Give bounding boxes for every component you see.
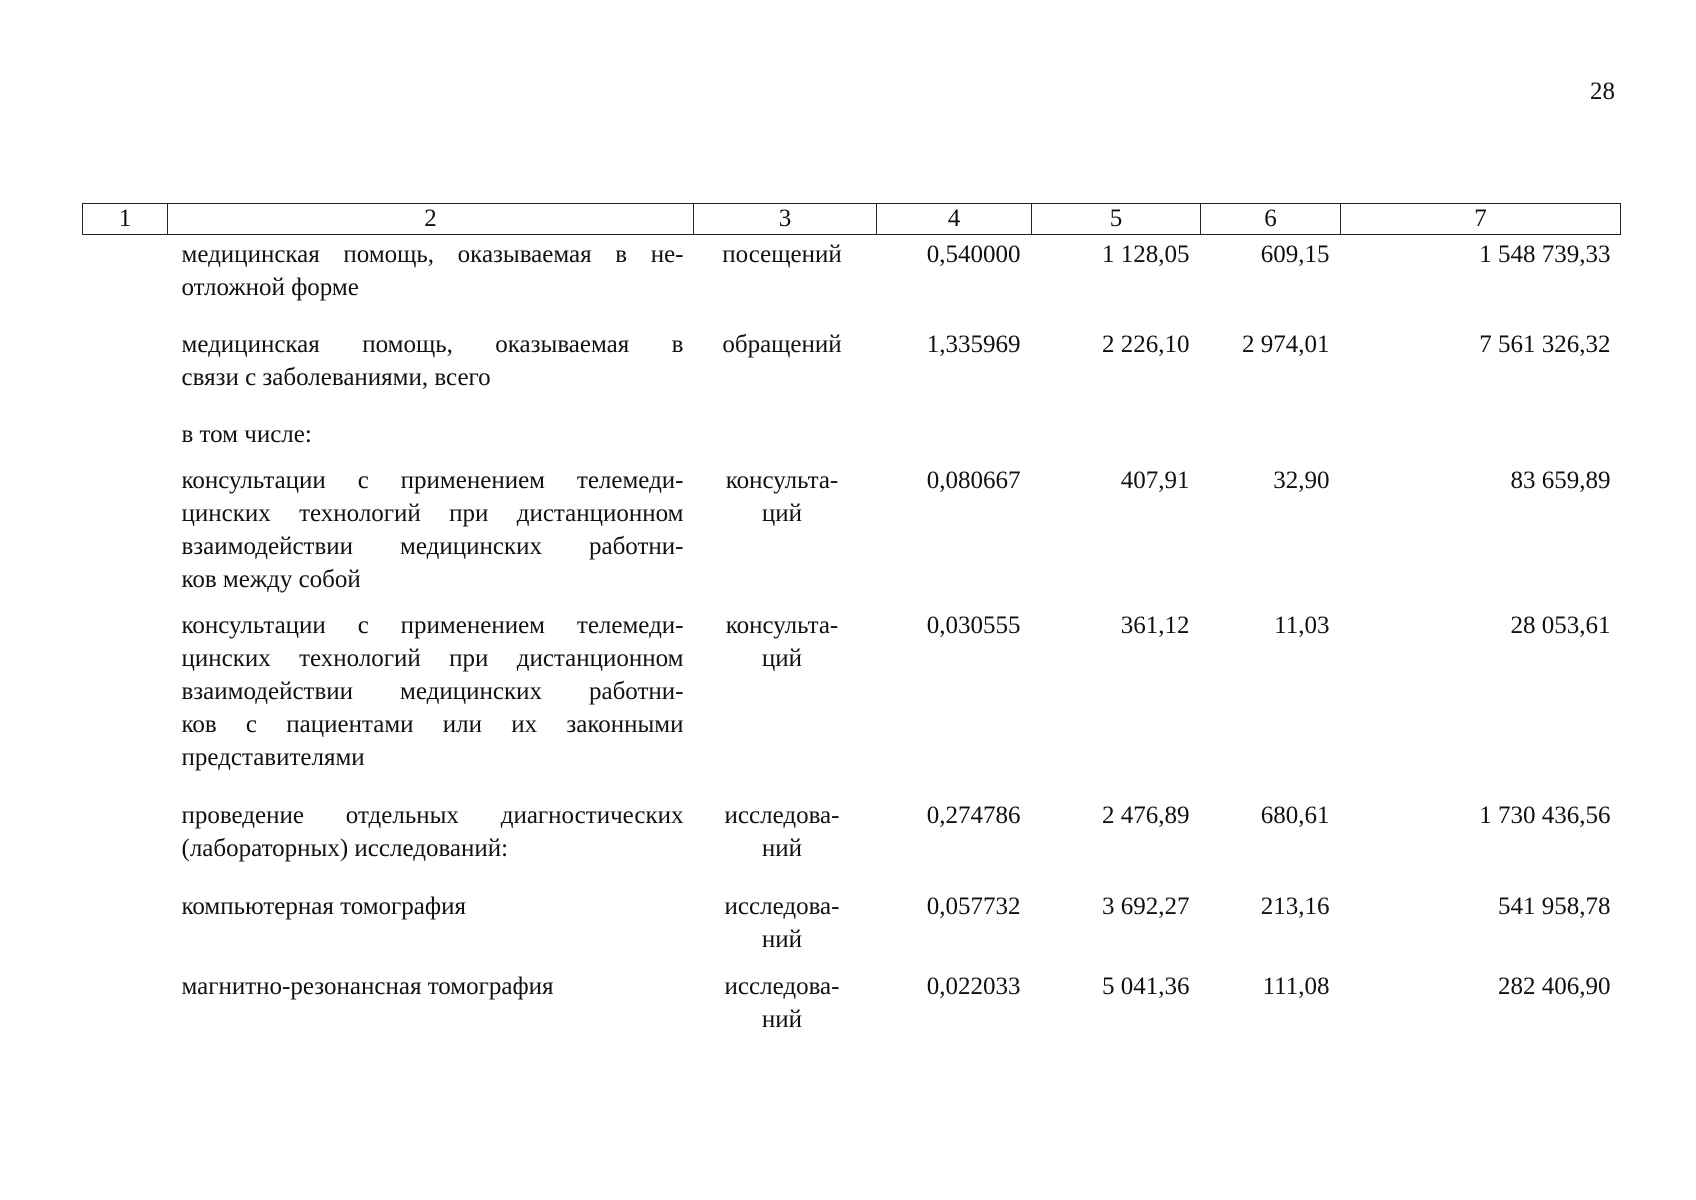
cell-unit — [694, 418, 877, 464]
unit-line: ний — [761, 1006, 803, 1033]
unit-line: консульта- — [725, 612, 839, 639]
cell-unit — [694, 890, 877, 970]
unit-line: исследова- — [724, 973, 840, 1000]
cell-total: 7 561 326,32 — [1479, 331, 1611, 358]
table-row — [83, 464, 1621, 609]
tariff-table — [82, 203, 1621, 1051]
table-row — [83, 609, 1621, 799]
table-row — [83, 235, 1621, 329]
cell-unit — [694, 799, 877, 890]
unit-line: ний — [761, 835, 803, 862]
cell-cost-per-unit: 2 226,10 — [1102, 331, 1190, 358]
cell-col1 — [83, 464, 168, 609]
cell-volume-norm: 0,540000 — [926, 241, 1021, 268]
cell-total — [1341, 418, 1621, 464]
cell-per-capita: 609,15 — [1260, 241, 1330, 268]
cell-cost-per-unit — [1032, 418, 1201, 464]
column-header: 5 — [1032, 204, 1201, 235]
table-row — [83, 328, 1621, 418]
cell-unit — [694, 970, 877, 1051]
cell-description — [168, 418, 694, 464]
cell-description — [168, 609, 694, 799]
description-line: ков между собой — [181, 566, 361, 593]
description-line: отложной форме — [181, 274, 359, 301]
unit-line: посещений — [722, 241, 842, 268]
unit-line: исследова- — [724, 802, 840, 829]
table-row — [83, 890, 1621, 970]
column-header: 1 — [83, 204, 168, 235]
cell-per-capita: 32,90 — [1273, 467, 1330, 494]
page-number: 28 — [1590, 78, 1615, 105]
cell-volume-norm: 0,022033 — [926, 973, 1021, 1000]
description-line: (лабораторных) исследований: — [181, 835, 509, 862]
cell-volume-norm: 0,274786 — [926, 802, 1021, 829]
cell-description — [168, 328, 694, 418]
description-line: взаимодействии медицинских работни- — [181, 533, 684, 560]
description-line: цинских технологий при дистанционном — [181, 645, 684, 672]
table-header-row — [83, 204, 1621, 235]
cell-volume-norm: 0,080667 — [926, 467, 1021, 494]
cell-total: 282 406,90 — [1498, 973, 1611, 1000]
cell-col1 — [83, 890, 168, 970]
unit-line: ций — [761, 500, 803, 527]
cell-volume-norm: 1,335969 — [926, 331, 1021, 358]
cell-total: 1 548 739,33 — [1479, 241, 1611, 268]
cell-total: 541 958,78 — [1498, 893, 1611, 920]
cell-description — [168, 235, 694, 329]
cell-col1 — [83, 799, 168, 890]
description-line: компьютерная томография — [181, 893, 466, 920]
column-header: 3 — [694, 204, 877, 235]
description-line: связи с заболеваниями, всего — [181, 364, 491, 391]
unit-line: исследова- — [724, 893, 840, 920]
cell-per-capita: 213,16 — [1260, 893, 1330, 920]
unit-line: обращений — [722, 331, 842, 358]
column-header: 6 — [1201, 204, 1341, 235]
description-line: взаимодействии медицинских работни- — [181, 678, 684, 705]
cell-col1 — [83, 235, 168, 329]
cell-cost-per-unit: 1 128,05 — [1102, 241, 1190, 268]
cell-volume-norm — [877, 418, 1032, 464]
cell-total: 83 659,89 — [1510, 467, 1611, 494]
description-line: консультации с применением телемеди- — [181, 467, 684, 494]
column-header: 2 — [168, 204, 694, 235]
cell-cost-per-unit: 5 041,36 — [1102, 973, 1190, 1000]
description-line: в том числе: — [181, 421, 312, 448]
cell-per-capita — [1201, 418, 1341, 464]
cell-description — [168, 890, 694, 970]
table-row — [83, 799, 1621, 890]
description-line: медицинская помощь, оказываемая в — [181, 331, 684, 358]
description-line: магнитно-резонансная томография — [181, 973, 554, 1000]
cell-cost-per-unit: 2 476,89 — [1102, 802, 1190, 829]
cell-col1 — [83, 609, 168, 799]
cell-unit — [694, 328, 877, 418]
cell-col1 — [83, 970, 168, 1051]
cell-cost-per-unit: 361,12 — [1120, 612, 1190, 639]
cell-col1 — [83, 328, 168, 418]
unit-line: консульта- — [725, 467, 839, 494]
table-row — [83, 418, 1621, 464]
table-row — [83, 970, 1621, 1051]
cell-unit — [694, 235, 877, 329]
cell-description — [168, 799, 694, 890]
description-line: представителями — [181, 744, 365, 771]
cell-unit — [694, 609, 877, 799]
cell-per-capita: 111,08 — [1262, 973, 1330, 1000]
column-header: 7 — [1341, 204, 1621, 235]
description-line: медицинская помощь, оказываемая в не- — [181, 241, 684, 268]
cell-per-capita: 11,03 — [1274, 612, 1330, 639]
cell-total: 28 053,61 — [1510, 612, 1611, 639]
cell-per-capita: 2 974,01 — [1242, 331, 1330, 358]
table-body — [83, 235, 1621, 1052]
cell-col1 — [83, 418, 168, 464]
unit-line: ний — [761, 926, 803, 953]
cell-volume-norm: 0,030555 — [926, 612, 1021, 639]
unit-line: ций — [761, 645, 803, 672]
cell-cost-per-unit: 3 692,27 — [1102, 893, 1190, 920]
column-header: 4 — [877, 204, 1032, 235]
description-line: проведение отдельных диагностических — [181, 802, 684, 829]
cell-description — [168, 970, 694, 1051]
cell-description — [168, 464, 694, 609]
cell-cost-per-unit: 407,91 — [1120, 467, 1190, 494]
description-line: ков с пациентами или их законными — [181, 711, 684, 738]
cell-unit — [694, 464, 877, 609]
description-line: консультации с применением телемеди- — [181, 612, 684, 639]
cell-total: 1 730 436,56 — [1479, 802, 1611, 829]
cell-volume-norm: 0,057732 — [926, 893, 1021, 920]
description-line: цинских технологий при дистанционном — [181, 500, 684, 527]
cell-per-capita: 680,61 — [1260, 802, 1330, 829]
